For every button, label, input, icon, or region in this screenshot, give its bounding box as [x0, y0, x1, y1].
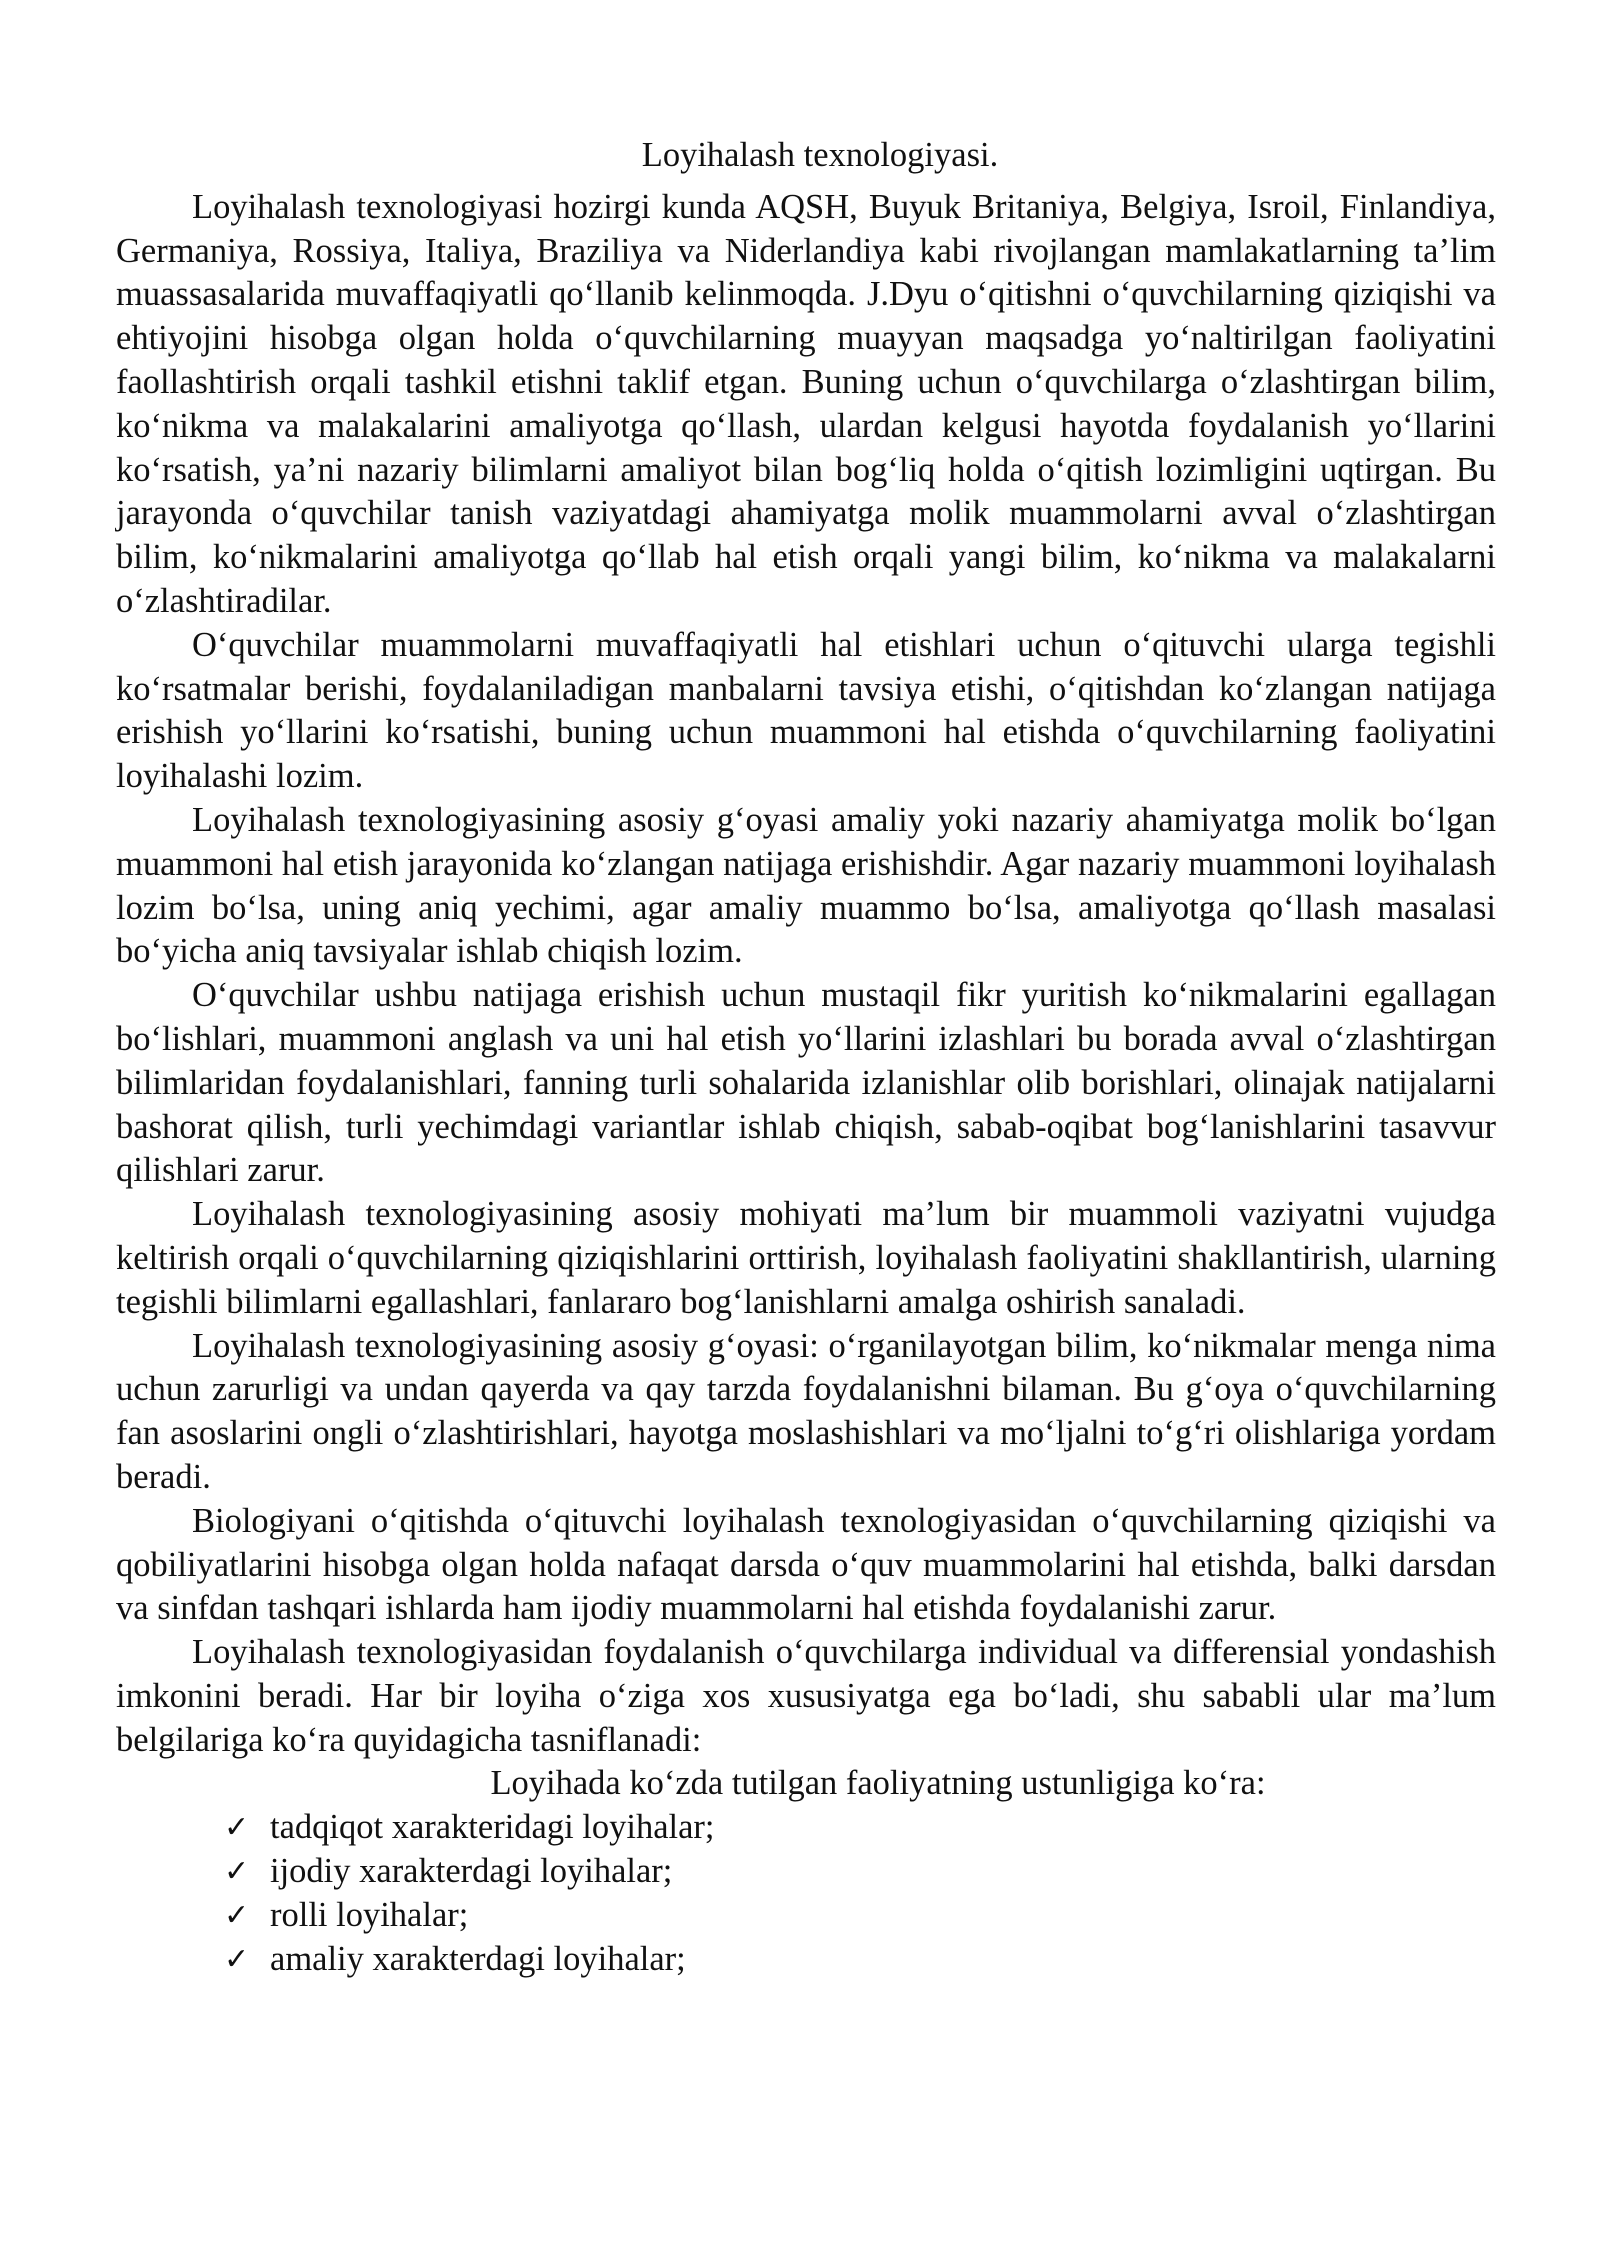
list-heading: Loyihada ko‘zda tutilgan faoliyatning ustunligiga ko‘ra:	[490, 1764, 1266, 1803]
list-item-text: ijodiy xarakterdagi loyihalar;	[270, 1852, 673, 1891]
paragraph: Loyihalash texnologiyasining asosiy g‘oyasi: o‘rganilayotgan bilim, ko‘nikmalar menga nima uchun zarurligi va undan qayerda va qay tarzda foydalanishni bilaman. Bu g‘oya o‘quvchilarning fan asoslarini ongli o‘zlashtirishlari, hayotga moslashishlari va mo‘ljalni to‘g‘ri olishlariga yordam beradi.	[116, 1326, 1496, 1496]
checkmark-icon: ✓	[224, 1897, 250, 1933]
paragraph: Biologiyani o‘qitishda o‘qituvchi loyihalash texnologiyasidan o‘quvchilarning qiziqishi va qobiliyatlarini hisobga olgan holda nafaqat darsda o‘quv muammolarini hal etishda, balki darsdan va sinfdan tashqari ishlarda ham ijodiy muammolarni hal etishda foydalanishi zarur.	[116, 1501, 1496, 1628]
checkmark-icon: ✓	[224, 1810, 250, 1846]
list-item-text: tadqiqot xarakteridagi loyihalar;	[270, 1808, 715, 1847]
checkmark-icon: ✓	[224, 1941, 250, 1977]
project-types-list	[116, 1806, 1496, 1981]
list-item-text: amaliy xarakterdagi loyihalar;	[270, 1939, 686, 1978]
paragraph: O‘quvchilar muammolarni muvaffaqiyatli hal etishlari uchun o‘qituvchi ularga tegishli ko‘rsatmalar berishi, foydalaniladigan manbalarni tavsiya etishi, o‘qitishdan ko‘zlangan natijaga erishish yo‘llarini ko‘rsatishi, buning uchun muammoni hal etishda o‘quvchilarning faoliyatini loyihalashi lozim.	[116, 625, 1496, 796]
document-page	[116, 134, 1496, 1981]
list-item-text: rolli loyihalar;	[270, 1895, 469, 1934]
list-item	[224, 1806, 1496, 1850]
paragraph: Loyihalash texnologiyasining asosiy g‘oyasi amaliy yoki nazariy ahamiyatga molik bo‘lgan muammoni hal etish jarayonida ko‘zlangan natijaga erishishdir. Agar nazariy muammoni loyihalash lozim bo‘lsa, uning aniq yechimi, agar amaliy muammo bo‘lsa, amaliyotga qo‘llash masalasi bo‘yicha aniq tavsiyalar ishlab chiqish lozim.	[116, 800, 1496, 971]
list-item	[224, 1894, 1496, 1938]
checkmark-icon: ✓	[224, 1854, 250, 1890]
list-item	[224, 1850, 1496, 1894]
document-title: Loyihalash texnologiyasi.	[641, 136, 999, 174]
paragraph: Loyihalash texnologiyasining asosiy mohiyati ma’lum bir muammoli vaziyatni vujudga keltirish orqali o‘quvchilarning qiziqishlarini orttirish, loyihalash faoliyatini shakllantirish, ularning tegishli bilimlarni egallashlari, fanlararo bog‘lanishlarni amalga oshirish sanaladi.	[116, 1195, 1496, 1321]
paragraph: Loyihalash texnologiyasi hozirgi kunda AQSH, Buyuk Britaniya, Belgiya, Isroil, Finlandiya, Germaniya, Rossiya, Italiya, Braziliya va Niderlandiya kabi rivojlangan mamlakatlarning ta’lim muassasalarida muvaffaqiyatli qo‘llanib kelinmoqda. J.Dyu o‘qitishni o‘quvchilarning qiziqishi va ehtiyojini hisobga olgan holda o‘quvchilarning muayyan maqsadga yo‘naltirilgan faoliyatini faollashtirish orqali tashkil etishni taklif etgan. Buning uchun o‘quvchilarga o‘zlashtirgan bilim, ko‘nikma va malakalarini amaliyotga qo‘llash, ulardan kelgusi hayotda foydalanish yo‘llarini ko‘rsatish, ya’ni nazariy bilimlarni amaliyot bilan bog‘liq holda o‘qitish lozimligini uqtirgan. Bu jarayonda o‘quvchilar tanish vaziyatdagi ahamiyatga molik muammolarni avval o‘zlashtirgan bilim, ko‘nikmalarini amaliyotga qo‘llab hal etish orqali yangi bilim, ko‘nikma va malakalarni o‘zlashtiradilar.	[116, 187, 1496, 620]
paragraph: Loyihalash texnologiyasidan foydalanish o‘quvchilarga individual va differensial yondashish imkonini beradi. Har bir loyiha o‘ziga xos xususiyatga ega bo‘ladi, shu sababli ular ma’lum belgilariga ko‘ra quyidagicha tasniflanadi:	[116, 1633, 1496, 1759]
paragraph: O‘quvchilar ushbu natijaga erishish uchun mustaqil fikr yuritish ko‘nikmalarini egallagan bo‘lishlari, muammoni anglash va uni hal etish yo‘llarini izlashlari bu borada avval o‘zlashtirgan bilimlaridan foydalanishlari, fanning turli sohalarida izlanishlar olib borishlari, olinajak natijalarni bashorat qilish, turli yechimdagi variantlar ishlab chiqish, sabab-oqibat bog‘lanishlarini tasavvur qilishlari zarur.	[116, 976, 1496, 1190]
list-item	[224, 1938, 1496, 1982]
